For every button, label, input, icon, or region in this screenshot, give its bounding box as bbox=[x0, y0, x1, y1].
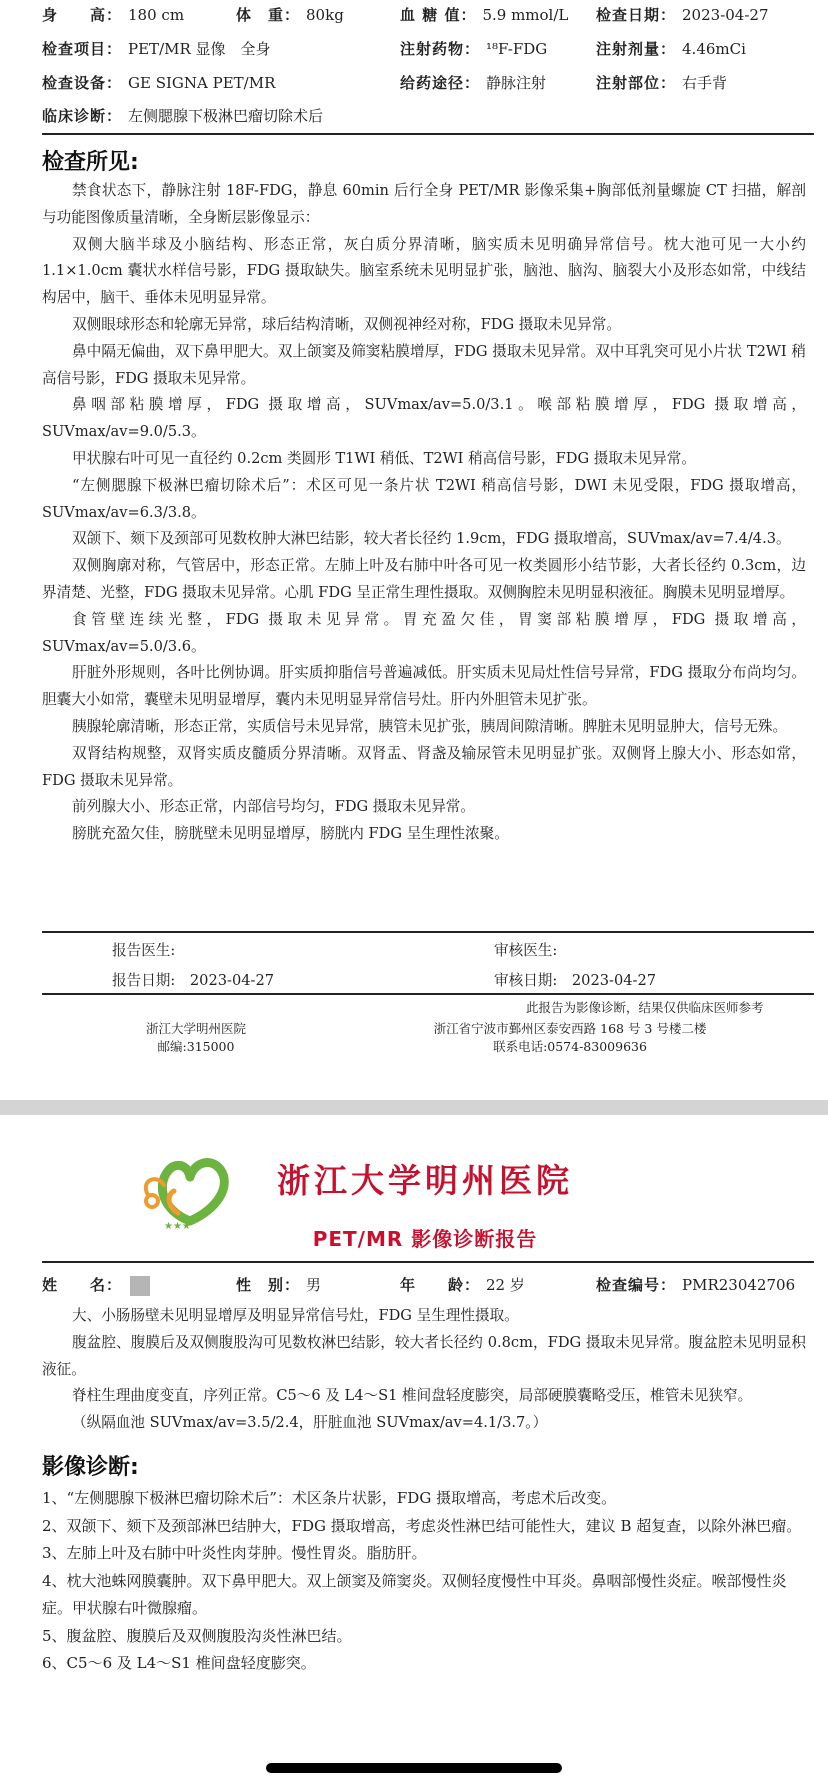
gender-label: 性 别： bbox=[236, 1276, 301, 1294]
findings-paragraph: 膀胱充盈欠佳，膀胱壁未见明显增厚，膀胱内 FDG 呈生理性浓聚。 bbox=[72, 825, 509, 843]
findings-paragraph: 禁食状态下，静脉注射 18F-FDG，静息 60min 后行全身 PET/MR 影像采集+胸部低剂量螺旋 CT 扫描，解剖与功能图像质量清晰，全身断层影像显示： bbox=[42, 182, 806, 226]
device-label: 检查设备： bbox=[42, 74, 123, 92]
footer-hospital: 浙江大学明州医院 bbox=[145, 1021, 246, 1036]
route-label: 给药途径： bbox=[400, 74, 481, 92]
age-value: 22 岁 bbox=[486, 1276, 525, 1294]
findings-divider bbox=[42, 931, 814, 933]
drug-field bbox=[400, 39, 547, 59]
findings-paragraph: 腹盆腔、腹膜后及双侧腹股沟可见数枚淋巴结影，较大者长径约 0.8cm，FDG 摄取未见异常。腹盆腔未见明显积液征。 bbox=[42, 1333, 806, 1378]
clinical-diagnosis-label: 临床诊断： bbox=[42, 107, 123, 125]
findings-paragraph: 肝脏外形规则，各叶比例协调。肝实质抑脂信号普遍减低。肝实质未见局灶性信号异常，FDG 摄取分布尚均匀。胆囊大小如常，囊壁未见明显增厚，囊内未见明显异常信号灶。肝内外胆管未见扩张。 bbox=[42, 664, 806, 709]
age-field bbox=[400, 1275, 525, 1295]
clinical-diagnosis-field bbox=[42, 106, 323, 126]
exam-item-field bbox=[42, 39, 271, 59]
report-page-2 bbox=[0, 1115, 828, 1792]
exam-number-field bbox=[596, 1275, 795, 1295]
diagnosis-list bbox=[42, 1485, 806, 1678]
diagnosis-item: 2、双颌下、颏下及颈部淋巴结肿大，FDG 摄取增高，考虑炎性淋巴结可能性大，建议 B 超复查，以除外淋巴瘤。 bbox=[42, 1516, 802, 1535]
findings-paragraph: 脊柱生理曲度变直，序列正常。C5～6 及 L4～S1 椎间盘轻度膨突，局部硬膜囊略受压，椎管未见狭窄。 bbox=[72, 1387, 753, 1405]
drug-value: ¹⁸F-FDG bbox=[486, 40, 548, 58]
home-indicator[interactable] bbox=[266, 1763, 562, 1773]
patient-name-label: 姓 名： bbox=[42, 1276, 123, 1294]
findings-paragraph: 鼻咽部粘膜增厚，FDG 摄取增高，SUVmax/av=5.0/3.1。喉部粘膜增厚，FDG 摄取增高，SUVmax/av=9.0/5.3。 bbox=[42, 396, 806, 441]
report-title: PET/MR 影像诊断报告 bbox=[312, 1227, 538, 1251]
findings-paragraph: 胰腺轮廓清晰，形态正常，实质信号未见异常，胰管未见扩张，胰周间隙清晰。脾脏未见明显肿大，信号无殊。 bbox=[72, 717, 788, 735]
exam-date-value: 2023-04-27 bbox=[682, 6, 769, 24]
findings-paragraph: 前列腺大小、形态正常，内部信号均匀，FDG 摄取未见异常。 bbox=[72, 798, 475, 816]
exam-date-label: 检查日期： bbox=[596, 6, 677, 24]
review-doctor-label: 审核医生: bbox=[494, 942, 558, 959]
site-field bbox=[596, 73, 727, 93]
diagnosis-item: 1、“左侧腮腺下极淋巴瘤切除术后”：术区条片状影，FDG 摄取增高，考虑术后改变。 bbox=[42, 1489, 617, 1507]
weight-label: 体 重： bbox=[236, 6, 301, 24]
footer-postcode: 邮编:315000 bbox=[157, 1039, 235, 1054]
findings-paragraph: （纵隔血池 SUVmax/av=3.5/2.4，肝脏血池 SUVmax/av=4.1/3.7。） bbox=[72, 1414, 548, 1432]
diagnosis-item: 6、C5～6 及 L4～S1 椎间盘轻度膨突。 bbox=[42, 1654, 316, 1672]
findings-paragraph: 双侧眼球形态和轮廓无异常，球后结构清晰，双侧视神经对称，FDG 摄取未见异常。 bbox=[72, 315, 621, 333]
diagnosis-title: 影像诊断: bbox=[42, 1455, 139, 1480]
report-date: 报告日期: 2023-04-27 bbox=[112, 972, 275, 989]
age-label: 年 龄： bbox=[400, 1276, 481, 1294]
height-label: 身 高： bbox=[42, 6, 123, 24]
gender-value: 男 bbox=[306, 1276, 322, 1294]
device-value: GE SIGNA PET/MR bbox=[128, 74, 276, 92]
gender-field bbox=[236, 1275, 321, 1295]
signature-divider bbox=[42, 993, 814, 995]
dose-field bbox=[596, 39, 746, 59]
findings-title: 检查所见: bbox=[42, 150, 139, 175]
findings-paragraph: 大、小肠肠壁未见明显增厚及明显异常信号灶，FDG 呈生理性摄取。 bbox=[72, 1307, 519, 1324]
patient-name-field bbox=[42, 1275, 150, 1296]
review-date: 审核日期: 2023-04-27 bbox=[494, 972, 657, 989]
site-label: 注射部位： bbox=[596, 74, 677, 92]
clinical-diagnosis-value: 左侧腮腺下极淋巴瘤切除术后 bbox=[128, 107, 324, 125]
dose-value: 4.46mCi bbox=[682, 40, 746, 58]
svg-text:★★★: ★★★ bbox=[164, 1221, 191, 1231]
route-field bbox=[400, 73, 546, 93]
exam-date-field bbox=[596, 5, 769, 25]
device-field bbox=[42, 73, 275, 93]
footer-phone: 联系电话:0574-83009636 bbox=[493, 1039, 647, 1054]
findings-body bbox=[42, 178, 806, 848]
exam-number-value: PMR23042706 bbox=[682, 1276, 796, 1294]
disclaimer: 此报告为影像诊断，结果仅供临床医师参考 bbox=[526, 1000, 764, 1015]
dose-label: 注射剂量： bbox=[596, 40, 677, 58]
findings-paragraph: 双颌下、颏下及颈部可见数枚肿大淋巴结影，较大者长径约 1.9cm，FDG 摄取增高，SUVmax/av=7.4/4.3。 bbox=[72, 530, 791, 548]
findings-paragraph: 双侧胸廓对称，气管居中，形态正常。左肺上叶及右肺中叶各可见一枚类圆形小结节影，大者长径约 0.3cm，边界清楚、光整，FDG 摄取未见异常。心肌 FDG 呈正常生理性摄取。双侧胸腔未见明显积液征。胸膜未见明显增厚。 bbox=[42, 557, 806, 601]
hospital-title: 浙江大学明州医院 bbox=[277, 1161, 573, 1200]
findings-paragraph: 食管壁连续光整，FDG 摄取未见异常。胃充盈欠佳，胃窦部粘膜增厚，FDG 摄取增高，SUVmax/av=5.0/3.6。 bbox=[42, 610, 806, 655]
site-value: 右手背 bbox=[682, 74, 728, 92]
page2-header-divider bbox=[42, 1261, 814, 1263]
header-divider bbox=[42, 133, 814, 135]
footer-address: 浙江省宁波市鄞州区泰安西路 168 号 3 号楼二楼 bbox=[433, 1021, 707, 1036]
weight-field bbox=[236, 5, 344, 25]
findings-paragraph: 双侧大脑半球及小脑结构、形态正常，灰白质分界清晰，脑实质未见明确异常信号。枕大池可见一大小约 1.1×1.0cm 囊状水样信号影，FDG 摄取缺失。脑室系统未见明显扩张，脑池、脑沟、脑裂大小及形态如常，中线结构居中，脑干、垂体未见明显异常。 bbox=[42, 235, 806, 307]
findings-continued bbox=[42, 1303, 806, 1437]
exam-item-label: 检查项目： bbox=[42, 40, 123, 58]
report-doctor-label: 报告医生: bbox=[112, 942, 176, 959]
glucose-label: 血 糖 值： bbox=[400, 6, 477, 24]
diagnosis-item: 4、枕大池蛛网膜囊肿。双下鼻甲肥大。双上颌窦及筛窦炎。双侧轻度慢性中耳炎。鼻咽部慢性炎症。喉部慢性炎症。甲状腺右叶微腺瘤。 bbox=[42, 1571, 787, 1617]
findings-paragraph: 鼻中隔无偏曲，双下鼻甲肥大。双上颌窦及筛窦粘膜增厚，FDG 摄取未见异常。双中耳乳突可见小片状 T2WI 稍高信号影，FDG 摄取未见异常。 bbox=[42, 342, 806, 387]
findings-paragraph: “左侧腮腺下极淋巴瘤切除术后”：术区可见一条片状 T2WI 稍高信号影，DWI 未见受限，FDG 摄取增高，SUVmax/av=6.3/3.8。 bbox=[42, 476, 806, 521]
exam-item-value: PET/MR 显像 全身 bbox=[128, 40, 271, 58]
hospital-logo-icon bbox=[138, 1151, 238, 1231]
findings-paragraph: 甲状腺右叶可见一直径约 0.2cm 类圆形 T1WI 稍低、T2WI 稍高信号影，FDG 摄取未见异常。 bbox=[72, 449, 696, 467]
height-field bbox=[42, 5, 184, 25]
route-value: 静脉注射 bbox=[486, 74, 547, 92]
diagnosis-item: 3、左肺上叶及右肺中叶炎性肉芽肿。慢性胃炎。脂肪肝。 bbox=[42, 1544, 427, 1562]
height-value: 180 cm bbox=[128, 6, 185, 24]
exam-number-label: 检查编号： bbox=[596, 1276, 677, 1294]
glucose-field bbox=[400, 5, 568, 25]
diagnosis-item: 5、腹盆腔、腹膜后及双侧腹股沟炎性淋巴结。 bbox=[42, 1626, 352, 1645]
redacted-name bbox=[130, 1276, 150, 1296]
findings-paragraph: 双肾结构规整，双肾实质皮髓质分界清晰。双肾盂、肾盏及输尿管未见明显扩张。双侧肾上腺大小、形态如常，FDG 摄取未见异常。 bbox=[42, 744, 806, 789]
page-separator bbox=[0, 1100, 828, 1115]
weight-value: 80kg bbox=[306, 6, 344, 24]
glucose-value: 5.9 mmol/L bbox=[482, 6, 569, 24]
drug-label: 注射药物： bbox=[400, 40, 481, 58]
